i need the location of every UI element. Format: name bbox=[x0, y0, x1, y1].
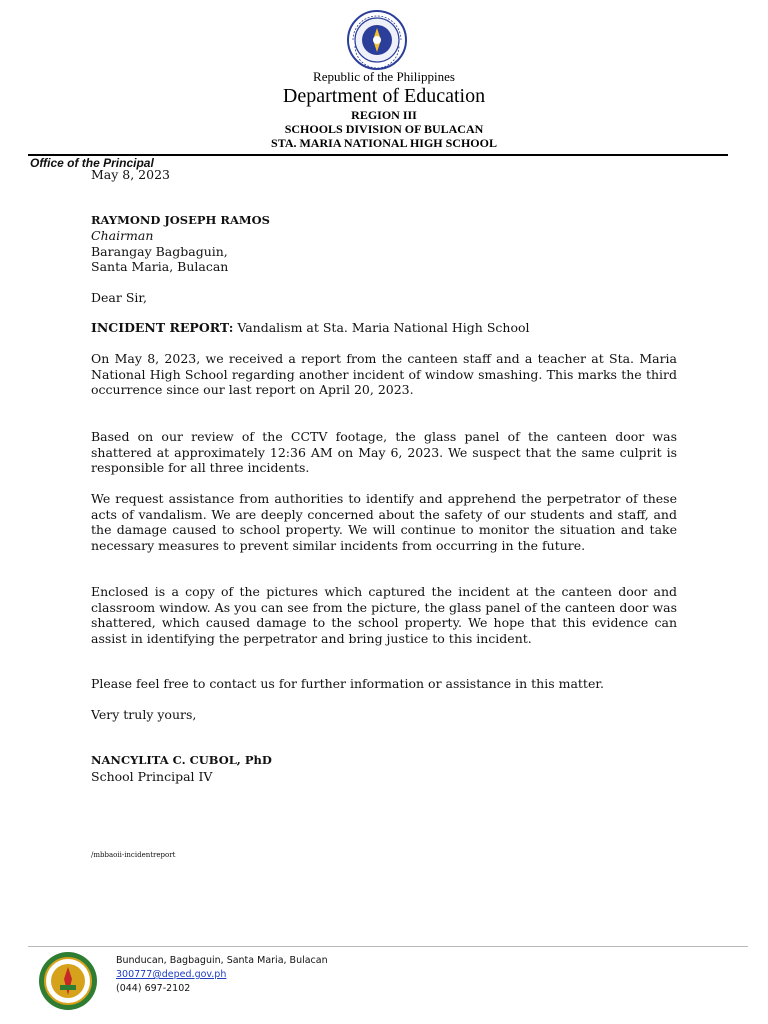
salutation: Dear Sir, bbox=[91, 290, 147, 305]
subject-label: INCIDENT REPORT: bbox=[91, 320, 234, 335]
footer-email-link[interactable]: 300777@deped.gov.ph bbox=[116, 969, 227, 980]
footer-address: Bunducan, Bagbaguin, Santa Maria, Bulacan bbox=[116, 955, 328, 966]
body-paragraph-3: We request assistance from authorities to identify and apprehend the perpetrator of these acts of vandalism. We are deeply concerned about the safety of our students and staff, and the damage caused to school property. We will continue to monitor the situation and take necessary measures to prevent similar incidents from occurring in the future. bbox=[91, 491, 677, 553]
footer-divider bbox=[28, 946, 748, 947]
signatory-title: School Principal IV bbox=[91, 769, 213, 784]
letter-date: May 8, 2023 bbox=[91, 167, 170, 182]
recipient-name: RAYMOND JOSEPH RAMOS bbox=[91, 213, 270, 227]
header-school: STA. MARIA NATIONAL HIGH SCHOOL bbox=[271, 136, 497, 150]
deped-seal-icon bbox=[339, 10, 415, 70]
header-region: REGION III bbox=[351, 108, 417, 122]
recipient-title: Chairman bbox=[91, 228, 154, 243]
body-paragraph-2: Based on our review of the CCTV footage, the glass panel of the canteen door was shattered at approximately 12:36 AM on May 6, 2023. We suspect that the same culprit is responsible for all three incidents. bbox=[91, 429, 677, 475]
subject-text: Vandalism at Sta. Maria National High School bbox=[233, 320, 530, 335]
closing: Very truly yours, bbox=[91, 707, 197, 722]
school-logo-icon bbox=[38, 951, 98, 1011]
subject-line bbox=[91, 320, 677, 336]
signatory-name: NANCYLITA C. CUBOL, PhD bbox=[91, 753, 272, 767]
body-paragraph-1: On May 8, 2023, we received a report from the canteen staff and a teacher at Sta. Maria National High School regarding another incident of window smashing. This marks the third occurrence since our last report on April 20, 2023. bbox=[91, 351, 677, 397]
header-division: SCHOOLS DIVISION OF BULACAN bbox=[284, 122, 484, 136]
recipient-address-line2: Santa Maria, Bulacan bbox=[91, 259, 229, 274]
header-department: Department of Education bbox=[282, 85, 486, 107]
recipient-address-line1: Barangay Bagbaguin, bbox=[91, 244, 228, 259]
header-republic: Republic of the Philippines bbox=[313, 69, 455, 84]
footer-phone: (044) 697-2102 bbox=[116, 983, 191, 994]
body-paragraph-5: Please feel free to contact us for further information or assistance in this matter. bbox=[91, 676, 604, 691]
reference-code: /mbbaoii-incidentreport bbox=[91, 851, 176, 859]
body-paragraph-4: Enclosed is a copy of the pictures which captured the incident at the canteen door and classroom window. As you can see from the picture, the glass panel of the canteen door was shattered, which caused damage to the school property. We hope that this evidence can assist in identifying the perpetrator and bring justice to this incident. bbox=[91, 584, 677, 646]
office-label: Office of the Principal bbox=[30, 156, 154, 170]
